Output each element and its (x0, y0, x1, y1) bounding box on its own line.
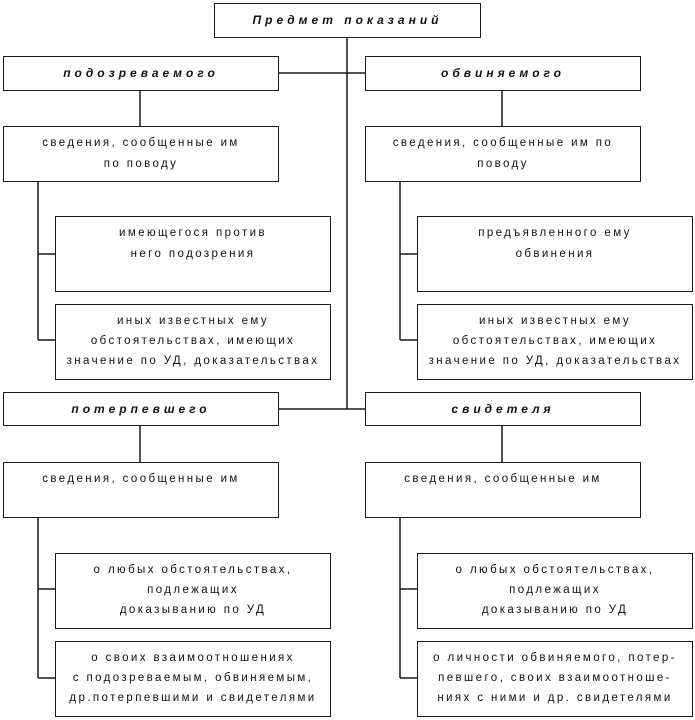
victim-item2-box: о своих взаимоотношениях с подозреваемым, обвиняемым, др.потерпевшими и свидетелями (55, 641, 331, 717)
suspect-info-box: сведения, сообщенные им по поводу (3, 126, 279, 182)
accused-item2-box: иных известных ему обстоятельствах, имеющих значение по УД, доказательствах (417, 304, 693, 380)
accused-title-box: обвиняемого (365, 56, 641, 91)
suspect-item2-box: иных известных ему обстоятельствах, имеющих значение по УД, доказательствах (55, 304, 331, 380)
witness-title-box: свидетеля (365, 392, 641, 426)
witness-item1-box: о любых обстоятельствах, подлежащих доказыванию по УД (417, 553, 693, 629)
root-title-box: Предмет показаний (214, 3, 481, 38)
victim-item1-box: о любых обстоятельствах, подлежащих доказыванию по УД (55, 553, 331, 629)
suspect-item1-box: имеющегося против него подозрения (55, 216, 331, 292)
witness-info-box: сведения, сообщенные им (365, 462, 641, 518)
victim-title-box: потерпевшего (3, 392, 279, 426)
accused-item1-box: предъявленного ему обвинения (417, 216, 693, 292)
victim-info-box: сведения, сообщенные им (3, 462, 279, 518)
witness-item2-box: о личности обвиняемого, потер- певшего, своих взаимоотноше- ниях с ними и др. свидетелями (417, 641, 693, 717)
accused-info-box: сведения, сообщенные им по поводу (365, 126, 641, 182)
suspect-title-box: подозреваемого (3, 56, 279, 91)
